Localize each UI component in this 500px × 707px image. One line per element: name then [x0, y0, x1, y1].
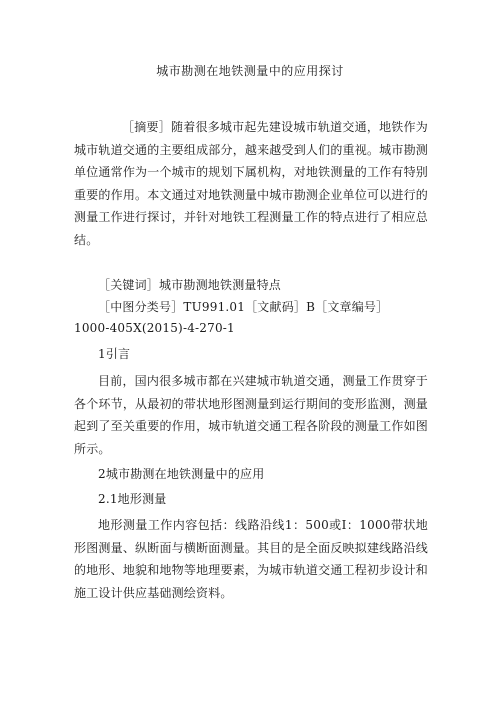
- classification-line: ［中图分类号］TU991.01［文献码］B［文章编号］: [98, 300, 389, 314]
- section-heading-application: 2城市勘测在地铁测量中的应用: [98, 467, 265, 481]
- keywords-line: ［关键词］城市勘测地铁测量特点: [98, 278, 282, 292]
- section-heading-introduction: 1引言: [98, 347, 131, 361]
- topographic-survey-paragraph: 地形测量工作内容包括：线路沿线1：500或I：1000带状地形图测量、纵断面与横断面测量。其目的是全面反映拟建线路沿线的地形、地貌和地物等地理要素，为城市轨道交通工程初步设计和施工设计供应基础测绘资料。: [74, 518, 428, 600]
- abstract-paragraph: ［摘要］随着很多城市起先建设城市轨道交通，地铁作为城市轨道交通的主要组成部分，越来越受到人们的重视。城市勘测单位通常作为一个城市的规划下属机构，对地铁测量的工作有特别重要的作用。本文通过对地铁测量中城市勘测企业单位可以进行的测量工作进行探讨，并针对地铁工程测量工作的特点进行了相应总结。: [74, 120, 428, 247]
- subsection-heading-topographic-survey: 2.1地形测量: [98, 492, 167, 506]
- article-number-line: 1000-405X(2015)-4-270-1: [74, 321, 235, 335]
- introduction-paragraph: 目前，国内很多城市都在兴建城市轨道交通，测量工作贯穿于各个环节，从最初的带状地形图测量到运行期间的变形监测，测量起到了至关重要的作用，城市轨道交通工程各阶段的测量工作如图所示。: [74, 374, 428, 456]
- document-title: 城市勘测在地铁测量中的应用探讨: [156, 64, 344, 78]
